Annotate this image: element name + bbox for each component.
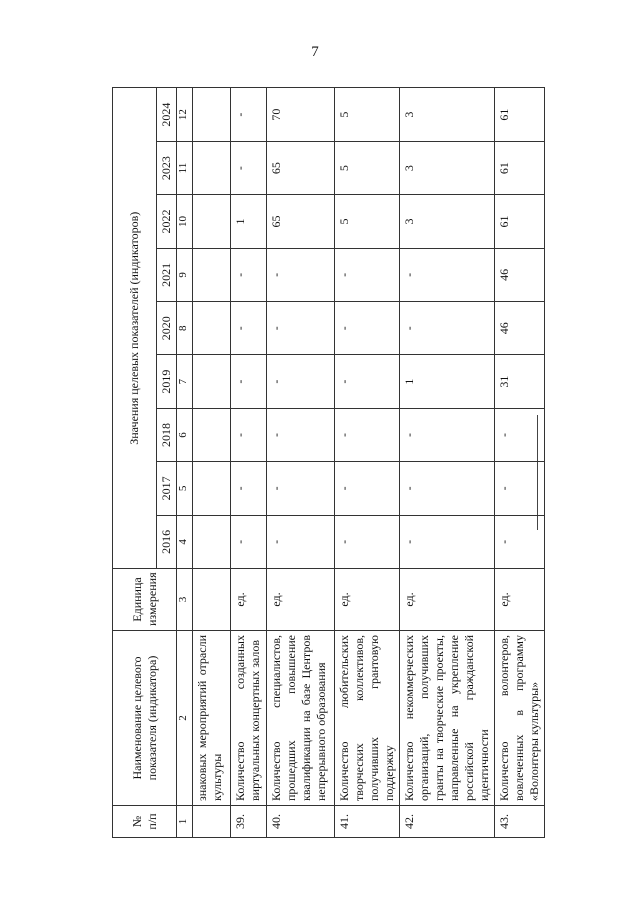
table-row: [267, 88, 335, 838]
row-value: 5: [335, 195, 400, 248]
row-value: -: [400, 515, 495, 568]
row-value: -: [267, 515, 335, 568]
row-value: [193, 195, 231, 248]
header-name: Наименование целевого показателя (индикатора): [113, 631, 177, 806]
header-unit: Единица измерения: [113, 569, 177, 631]
row-value: 61: [495, 141, 545, 194]
table-row: [231, 88, 267, 838]
row-num: 39.: [231, 806, 267, 838]
table-row: [495, 88, 545, 838]
row-value: [193, 515, 231, 568]
table-row: [335, 88, 400, 838]
row-unit: ед.: [400, 569, 495, 631]
table-row: [400, 88, 495, 838]
row-value: -: [335, 355, 400, 408]
row-value: [193, 141, 231, 194]
row-value: -: [335, 302, 400, 355]
rotated-table-container: [112, 88, 541, 838]
row-value: -: [231, 408, 267, 461]
header-year: 2024: [157, 88, 177, 141]
row-value: -: [231, 88, 267, 141]
row-value: 61: [495, 88, 545, 141]
row-value: -: [231, 141, 267, 194]
row-unit: ед.: [495, 569, 545, 631]
row-value: [193, 355, 231, 408]
row-unit: ед.: [231, 569, 267, 631]
row-value: -: [231, 302, 267, 355]
row-value: -: [267, 355, 335, 408]
table-row: [193, 88, 231, 838]
row-value: -: [231, 462, 267, 515]
column-number: 2: [177, 631, 193, 806]
row-value: 3: [400, 88, 495, 141]
row-value: 1: [231, 195, 267, 248]
column-number: 10: [177, 195, 193, 248]
row-value: [193, 248, 231, 301]
table-header-row: [113, 88, 157, 838]
column-number: 5: [177, 462, 193, 515]
column-number: 8: [177, 302, 193, 355]
row-value: -: [400, 248, 495, 301]
row-value: -: [335, 248, 400, 301]
header-year: 2018: [157, 408, 177, 461]
row-value: 1: [400, 355, 495, 408]
row-name: знаковых мероприятий отрасли культуры: [193, 631, 231, 806]
row-num: 42.: [400, 806, 495, 838]
column-number: 3: [177, 569, 193, 631]
row-value: -: [231, 515, 267, 568]
row-value: [193, 462, 231, 515]
row-value: -: [267, 462, 335, 515]
row-num: 43.: [495, 806, 545, 838]
row-value: -: [267, 408, 335, 461]
row-value: -: [495, 462, 545, 515]
header-year: 2019: [157, 355, 177, 408]
row-value: 3: [400, 195, 495, 248]
column-number: 4: [177, 515, 193, 568]
row-value: 61: [495, 195, 545, 248]
row-value: -: [231, 355, 267, 408]
column-number: 7: [177, 355, 193, 408]
row-value: -: [267, 248, 335, 301]
header-num: № п/п: [113, 806, 177, 838]
row-value: 65: [267, 141, 335, 194]
row-name: Количество специалистов, прошедших повышение квалификации на базе Центров непрерывного образования: [267, 631, 335, 806]
row-name: Количество созданных виртуальных концертных залов: [231, 631, 267, 806]
row-value: -: [495, 515, 545, 568]
row-value: -: [400, 302, 495, 355]
header-values-group: Значения целевых показателей (индикаторов): [113, 88, 157, 569]
row-value: -: [335, 515, 400, 568]
row-value: [193, 302, 231, 355]
column-number: 6: [177, 408, 193, 461]
row-value: 65: [267, 195, 335, 248]
row-value: 70: [267, 88, 335, 141]
row-name: Количество некоммерческих организаций, получивших гранты на творческие проекты, направленные на укрепление российской гражданской идентичности: [400, 631, 495, 806]
row-value: -: [335, 408, 400, 461]
header-year: 2022: [157, 195, 177, 248]
row-value: -: [267, 302, 335, 355]
header-year: 2017: [157, 462, 177, 515]
header-year: 2023: [157, 141, 177, 194]
row-unit: ед.: [267, 569, 335, 631]
row-value: -: [335, 462, 400, 515]
row-value: 46: [495, 248, 545, 301]
page-number: 7: [311, 44, 319, 60]
column-number: 1: [177, 806, 193, 838]
row-num: [193, 806, 231, 838]
row-value: 3: [400, 141, 495, 194]
header-year: 2016: [157, 515, 177, 568]
row-num: 40.: [267, 806, 335, 838]
row-num: 41.: [335, 806, 400, 838]
row-name: Количество волонтеров, вовлеченных в программу «Волонтеры культуры»: [495, 631, 545, 806]
row-value: 46: [495, 302, 545, 355]
row-value: -: [400, 462, 495, 515]
column-number: 12: [177, 88, 193, 141]
row-value: -: [495, 408, 545, 461]
column-number: 11: [177, 141, 193, 194]
row-value: 31: [495, 355, 545, 408]
row-value: [193, 408, 231, 461]
column-numbers-row: [177, 88, 193, 838]
row-unit: ед.: [335, 569, 400, 631]
header-year: 2020: [157, 302, 177, 355]
row-value: -: [400, 408, 495, 461]
indicators-table: [112, 87, 545, 838]
row-value: 5: [335, 141, 400, 194]
row-value: -: [231, 248, 267, 301]
header-year: 2021: [157, 248, 177, 301]
row-name: Количество любительских творческих коллективов, получивших грантовую поддержку: [335, 631, 400, 806]
row-value: [193, 88, 231, 141]
column-number: 9: [177, 248, 193, 301]
row-unit: [193, 569, 231, 631]
row-value: 5: [335, 88, 400, 141]
